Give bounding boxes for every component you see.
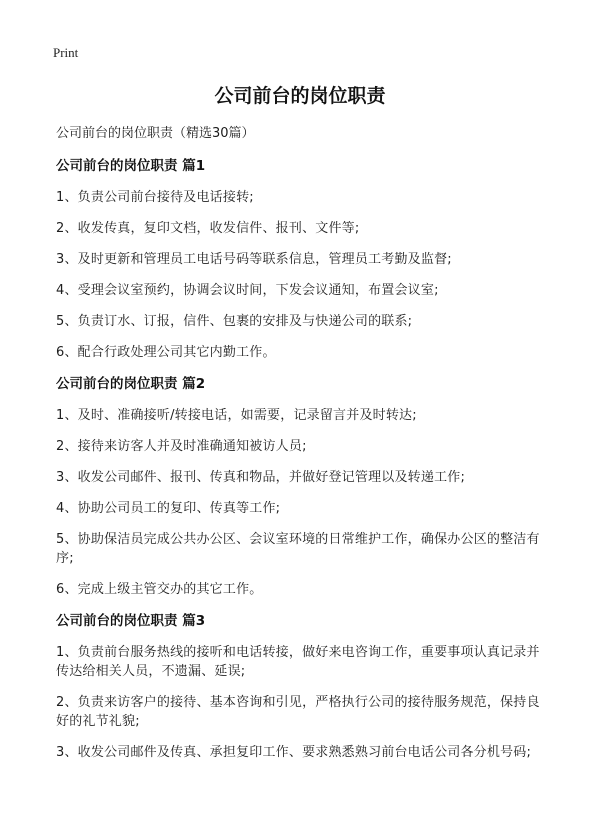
list-item: 1、负责公司前台接待及电话接转;: [56, 190, 254, 205]
document-title: 公司前台的岗位职责: [214, 85, 386, 107]
list-item: 1、负责前台服务热线的接听和电话转接，做好来电咨询工作，重要事项认真记录并传达给相关人员，不遗漏、延误;: [56, 645, 540, 679]
section-heading: 公司前台的岗位职责 篇1: [56, 158, 206, 174]
section-2: [56, 374, 544, 599]
list-item: 6、完成上级主管交办的其它工作。: [56, 582, 263, 597]
document-subtitle: 公司前台的岗位职责（精选30篇）: [56, 126, 255, 141]
list-item: 4、受理会议室预约，协调会议时间，下发会议通知，布置会议室;: [56, 283, 439, 298]
section-3: [56, 611, 544, 762]
list-item: 2、接待来访客人并及时准确通知被访人员;: [56, 439, 307, 454]
list-item: 4、协助公司员工的复印、传真等工作;: [56, 501, 281, 516]
section-heading: 公司前台的岗位职责 篇3: [56, 613, 206, 629]
list-item: 2、收发传真，复印文档，收发信件、报刊、文件等;: [56, 221, 360, 236]
section-heading: 公司前台的岗位职责 篇2: [56, 376, 206, 392]
list-item: 5、协助保洁员完成公共办公区、会议室环境的日常维护工作，确保办公区的整洁有序;: [56, 532, 540, 566]
list-item: 3、收发公司邮件、报刊、传真和物品，并做好登记管理以及转递工作;: [56, 470, 466, 485]
list-item: 5、负责订水、订报，信件、包裹的安排及与快递公司的联系;: [56, 314, 413, 329]
list-item: 2、负责来访客户的接待、基本咨询和引见，严格执行公司的接待服务规范，保持良好的礼节礼貌;: [56, 695, 540, 729]
list-item: 3、收发公司邮件及传真、承担复印工作、要求熟悉熟习前台电话公司各分机号码;: [56, 745, 532, 760]
print-label: Print: [53, 45, 79, 60]
list-item: 6、配合行政处理公司其它内勤工作。: [56, 345, 276, 360]
section-1: [56, 156, 544, 362]
list-item: 1、及时、准确接听/转接电话，如需要，记录留言并及时转达;: [56, 408, 417, 423]
list-item: 3、及时更新和管理员工电话号码等联系信息，管理员工考勤及监督;: [56, 252, 452, 267]
